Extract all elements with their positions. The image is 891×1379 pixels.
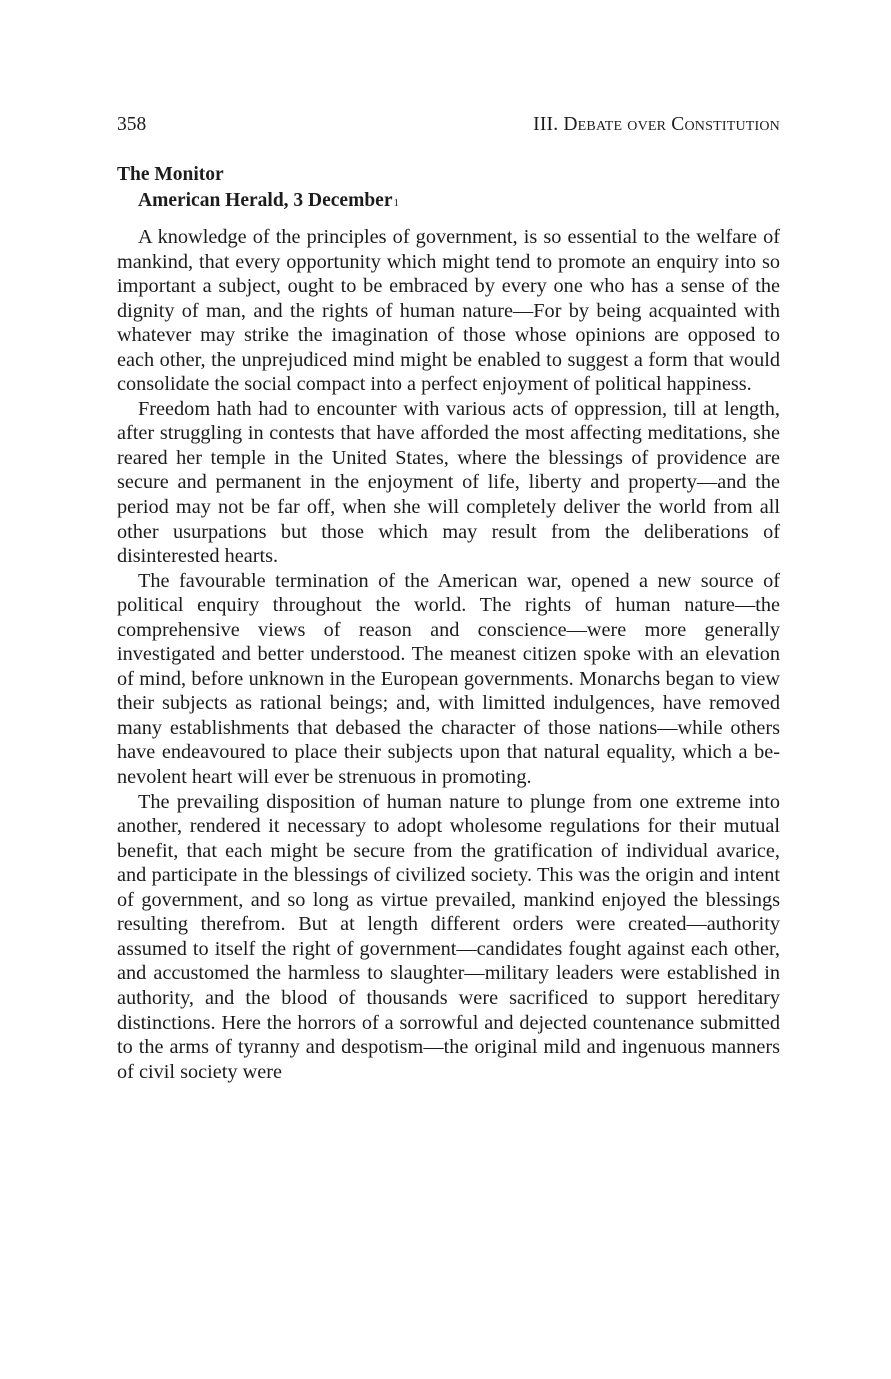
running-head xyxy=(117,112,780,138)
section-title: III. Debate over Constitution xyxy=(533,114,780,135)
article-source xyxy=(117,188,780,214)
article-title: The Monitor xyxy=(117,164,224,185)
paragraph-2: Freedom hath had to encounter with various acts of oppression, till at length, after struggling in contests that have afforded the most affecting meditations, she reared her temple in the United States, where the blessings of providence are secure and permanent in the enjoyment of life, liberty and property—and the period may not be far off, when she will completely deliver the world from all other usurpations but those which may result from the deliberations of disinterested hearts. xyxy=(117,397,780,568)
paragraph-1: A knowledge of the principles of government, is so essential to the welfare of mankind, that every opportunity which might tend to promote an enquiry into so important a subject, ought to be embraced by every one who has a sense of the dignity of man, and the rights of human nature—For by being acquainted with whatever may strike the imagination of those whose opinions are opposed to each other, the unprejudiced mind might be enabled to suggest a form that would consolidate the social compact into a perfect enjoyment of political happiness. xyxy=(117,226,780,396)
article-body xyxy=(117,225,780,1084)
article-source-text: American Herald, 3 December xyxy=(138,190,393,211)
footnote-marker: 1 xyxy=(393,197,399,209)
paragraph-4: The prevailing disposition of human nature to plunge from one extreme into another, rendered it necessary to adopt wholesome regulations for their mutual benefit, that each might be secure from the gratification of individual avarice, and participate in the blessings of civilized society. This was the origin and intent of government, and so long as virtue prevailed, mankind enjoyed the blessings resulting therefrom. But at length different orders were created—authority assumed to itself the right of government—candidates fought against each other, and accustomed the harmless to slaughter—military leaders were established in authority, and the blood of thousands were sacrificed to support hereditary distinctions. Here the horrors of a sorrowful and dejected countenance submitted to the arms of tyranny and despotism—the original mild and ingenuous manners of civil society were xyxy=(117,790,780,1083)
document-page xyxy=(117,112,780,1084)
paragraph-3: The favourable termination of the American war, opened a new source of political enquiry throughout the world. The rights of human nature—the comprehensive views of reason and conscience—were more generally investigated and better understood. The meanest citizen spoke with an elevation of mind, before unknown in the European governments. Monarchs began to view their subjects as rational beings; and, with limitted indulgences, have removed many establishments that debased the character of those nations—while others have endeavoured to place their subjects upon that natural equality, which a benevolent heart will ever be strenuous in promoting. xyxy=(117,569,780,789)
page-number: 358 xyxy=(117,114,147,135)
